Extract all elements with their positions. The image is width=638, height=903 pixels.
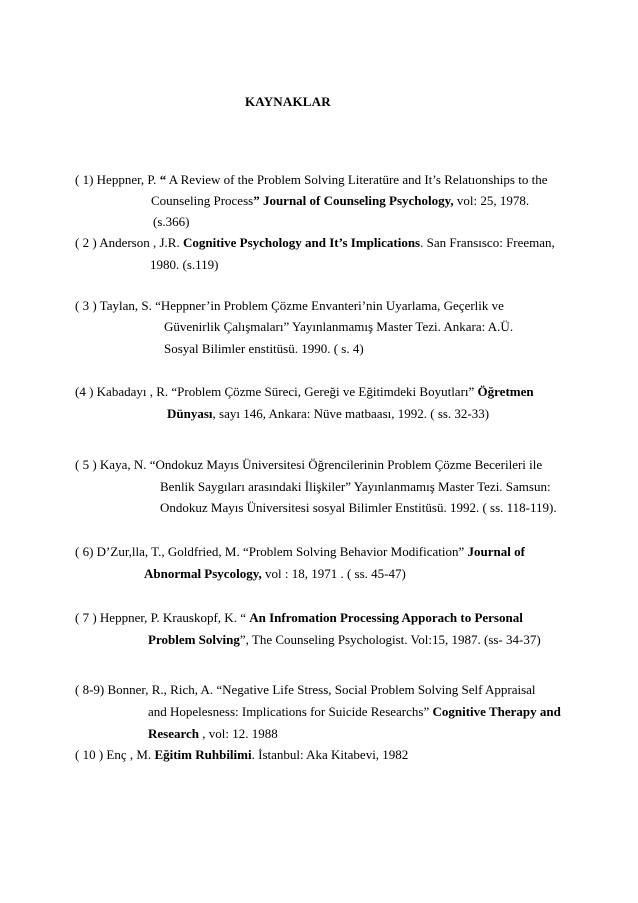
reference-text: ( 8-9) Bonner, R., Rich, A. “Negative Life Stress, Social Problem Solving Self Appraisal xyxy=(75,682,536,697)
reference-line xyxy=(160,500,557,516)
reference-line xyxy=(150,257,219,273)
reference-text: vol : 18, 1971 . ( ss. 45-47) xyxy=(261,566,406,581)
reference-text: Benlik Saygıları arasındaki İlişkiler” Yayınlanmamış Master Tezi. Samsun: xyxy=(160,479,551,494)
reference-text: 1980. (s.119) xyxy=(150,257,219,272)
reference-line xyxy=(153,214,189,230)
reference-line xyxy=(75,682,536,698)
reference-line xyxy=(144,566,406,582)
reference-line xyxy=(75,610,523,626)
reference-text: , sayı 146, Ankara: Nüve matbaası, 1992. ( ss. 32-33) xyxy=(212,406,490,421)
reference-text: ( 5 ) Kaya, N. “Ondokuz Mayıs Üniversitesi Öğrencilerinin Problem Çözme Becerileri ile xyxy=(75,457,543,472)
reference-line xyxy=(160,479,551,495)
reference-text: vol: 25, 1978. xyxy=(453,193,530,208)
reference-text: ( 2 ) Anderson , J.R. xyxy=(75,235,183,250)
reference-line xyxy=(148,726,278,742)
reference-line xyxy=(148,704,561,720)
reference-text: and Hopelesness: Implications for Suicide Researchs” xyxy=(148,704,433,719)
reference-bold-text: Cognitive Therapy and xyxy=(432,704,561,719)
reference-bold-text: “ xyxy=(159,172,167,187)
reference-bold-text: An Infromation Processing Apporach to Personal xyxy=(249,610,523,625)
reference-text: ( 10 ) Enç , M. xyxy=(75,747,155,762)
reference-text: (s.366) xyxy=(153,214,190,229)
reference-line xyxy=(75,235,555,251)
reference-text: ( 6) D’Zur,lla, T., Goldfried, M. “Problem Solving Behavior Modification” xyxy=(75,544,468,559)
reference-text: ( 3 ) Taylan, S. “Heppner’in Problem Çözme Envanteri’nin Uyarlama, Geçerlik ve xyxy=(75,298,504,313)
reference-bold-text: Abnormal Psycology, xyxy=(144,566,262,581)
page-title: KAYNAKLAR xyxy=(245,94,331,109)
reference-text: . İstanbul: Aka Kitabevi, 1982 xyxy=(251,747,409,762)
reference-line xyxy=(148,632,541,648)
reference-text: Sosyal Bilimler enstitüsü. 1990. ( s. 4) xyxy=(164,341,364,356)
reference-line xyxy=(164,341,364,357)
reference-line xyxy=(164,319,513,335)
reference-bold-text: Problem Solving xyxy=(148,632,240,647)
reference-text: Ondokuz Mayıs Üniversitesi sosyal Bilimler Enstitüsü. 1992. ( ss. 118-119). xyxy=(160,500,557,515)
reference-bold-text: ” Journal of Counseling Psychology, xyxy=(253,193,454,208)
reference-line xyxy=(75,457,542,473)
reference-bold-text: Cognitive Psychology and It’s Implications xyxy=(182,235,421,250)
reference-text: Güvenirlik Çalışmaları” Yayınlanmamış Master Tezi. Ankara: A.Ü. xyxy=(164,319,514,334)
reference-text: , vol: 12. 1988 xyxy=(199,726,278,741)
reference-line xyxy=(75,172,547,188)
reference-line xyxy=(75,544,525,560)
reference-line xyxy=(75,747,408,763)
reference-bold-text: Journal of xyxy=(467,544,525,559)
reference-text: A Review of the Problem Solving Literatüre and It’s Relatıonships to the xyxy=(166,172,548,187)
reference-text: (4 ) Kabadayı , R. “Problem Çözme Süreci, Gereği ve Eğitimdeki Boyutları” xyxy=(75,384,478,399)
reference-text: ( 1) Heppner, P. xyxy=(75,172,160,187)
reference-bold-text: Research xyxy=(148,726,200,741)
reference-line xyxy=(75,298,504,314)
reference-bold-text: Öğretmen xyxy=(477,384,534,399)
reference-text: ”, The Counseling Psychologist. Vol:15, 1987. (ss- 34-37) xyxy=(239,632,541,647)
reference-bold-text: Eğitim Ruhbilimi xyxy=(154,747,252,762)
reference-text: ( 7 ) Heppner, P. Krauskopf, K. “ xyxy=(75,610,250,625)
reference-line xyxy=(151,193,529,209)
reference-bold-text: Dünyası xyxy=(167,406,213,421)
reference-text: . San Fransısco: Freeman, xyxy=(420,235,555,250)
reference-text: Counseling Process xyxy=(151,193,254,208)
reference-line xyxy=(167,406,489,422)
reference-line xyxy=(75,384,534,400)
